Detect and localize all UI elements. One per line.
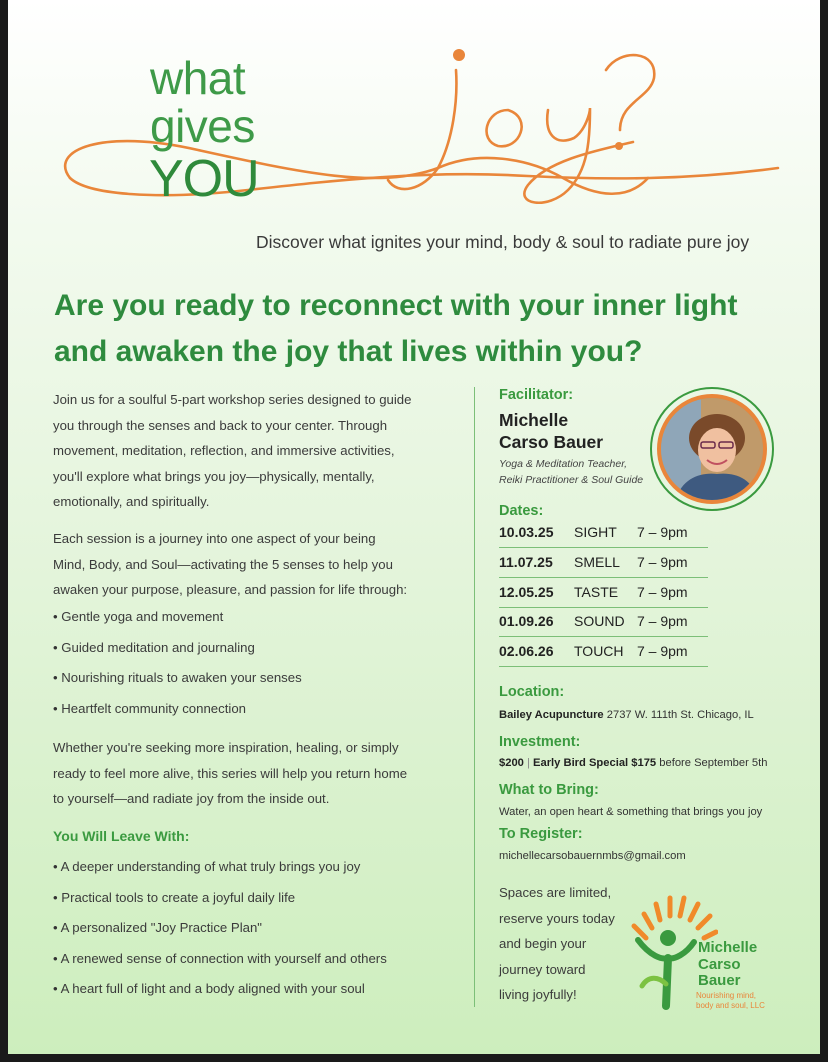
title-what: what: [150, 52, 246, 104]
logo-name-line: Bauer: [698, 972, 741, 989]
portrait-image: [657, 394, 767, 504]
text-line: journey toward: [499, 961, 586, 977]
register-email[interactable]: michellecarsobauernmbs@gmail.com: [499, 850, 686, 862]
text-line: awaken your purpose, pleasure, and passion for life through:: [53, 582, 408, 597]
leave-heading: You Will Leave With:: [53, 828, 190, 844]
logo-tag-line: body and soul, LLC: [696, 1000, 765, 1010]
facilitator-role: [499, 456, 643, 488]
list-item: • Heartfelt community connection: [53, 699, 463, 730]
text-line: Mind, Body, and Soul—activating the 5 senses to help you: [53, 556, 393, 572]
venue-name: Bailey Acupuncture: [499, 709, 604, 721]
session-sense: TASTE: [574, 584, 619, 600]
session-sense: SOUND: [574, 613, 625, 629]
text-line: Each session is a journey into one aspect of your being: [53, 531, 376, 546]
closing-paragraph: [53, 735, 453, 812]
early-bird-price: Early Bird Special $175: [533, 757, 657, 769]
bring-text: Water, an open heart & something that brings you joy: [499, 806, 763, 818]
logo-name-line: Michelle: [698, 939, 758, 956]
dates-label: Dates:: [499, 503, 544, 519]
text-line: you'll explore what brings you joy—physically, mentally,: [53, 468, 375, 484]
logo-tag-line: Nourishing mind,: [696, 991, 757, 1000]
tagline: Discover what ignites your mind, body & soul to radiate pure joy: [256, 232, 750, 252]
investment-text: [499, 757, 767, 769]
date-row: [499, 548, 708, 578]
session-time: 7 – 9pm: [637, 613, 688, 629]
facilitator-photo: [650, 387, 774, 511]
role-line: Reiki Practitioner & Soul Guide: [499, 474, 644, 486]
flyer-page: [8, 0, 820, 1054]
role-line: Yoga & Meditation Teacher,: [499, 458, 628, 470]
facilitator-label: Facilitator:: [499, 387, 574, 403]
list-item: • Nourishing rituals to awaken your senses: [53, 668, 463, 699]
title-gives: gives: [150, 100, 255, 152]
text-line: to yourself—and radiate joy from the inside out.: [53, 791, 330, 806]
location-text: [499, 709, 754, 721]
joy-script-flourish: [8, 0, 820, 240]
date-row: [499, 518, 708, 548]
list-item: • A renewed sense of connection with yourself and others: [53, 949, 463, 980]
session-time: 7 – 9pm: [637, 584, 688, 600]
session-date: 02.06.26: [499, 643, 554, 659]
venue-address: 2737 W. 111th St. Chicago, IL: [606, 709, 754, 721]
spaces-note: [499, 880, 639, 1008]
title-you: YOU: [149, 150, 259, 208]
name-line: Michelle: [499, 410, 569, 430]
logo-tagline: [696, 991, 786, 1010]
list-item: • Gentle yoga and movement: [53, 607, 463, 638]
intro-paragraph: [53, 387, 453, 515]
headline-line: and awaken the joy that lives within you?: [54, 335, 643, 368]
text-line: Spaces are limited,: [499, 885, 612, 900]
text-line: ready to feel more alive, this series will help you return home: [53, 765, 408, 781]
list-item: • A personalized "Joy Practice Plan": [53, 918, 463, 949]
location-label: Location:: [499, 684, 565, 700]
bring-label: What to Bring:: [499, 782, 599, 798]
column-divider: [474, 387, 475, 1007]
text-line: you through the senses and back to your center. Through: [53, 417, 388, 433]
name-line: Carso Bauer: [499, 432, 604, 452]
session-time: 7 – 9pm: [637, 524, 688, 540]
text-line: movement, meditation, reflection, and immersive activities,: [53, 443, 395, 458]
text-line: Whether you're seeking more inspiration, healing, or simply: [53, 740, 399, 755]
date-row: [499, 637, 708, 667]
list-item: • A heart full of light and a body aligned with your soul: [53, 979, 463, 1010]
list-item: • Guided meditation and journaling: [53, 638, 463, 669]
investment-label: Investment:: [499, 734, 581, 750]
session-time: 7 – 9pm: [637, 554, 688, 570]
date-row: [499, 578, 708, 608]
facilitator-name: [499, 409, 603, 453]
session-date: 01.09.26: [499, 613, 554, 629]
list-item: • Practical tools to create a joyful daily life: [53, 888, 463, 919]
text-line: emotionally, and spiritually.: [53, 494, 210, 509]
text-line: reserve yours today: [499, 910, 615, 926]
text-line: and begin your: [499, 936, 587, 951]
session-sense: TOUCH: [574, 643, 624, 659]
headline-line: Are you ready to reconnect with your inner light: [54, 289, 738, 322]
date-row: [499, 607, 708, 637]
price: $200: [499, 757, 524, 769]
session-date: 11.07.25: [499, 554, 553, 570]
logo-name-line: Carso: [698, 955, 741, 973]
price-separator: |: [527, 757, 530, 769]
list-item: • A deeper understanding of what truly brings you joy: [53, 857, 463, 888]
text-line: Join us for a soulful 5-part workshop series designed to guide: [53, 392, 412, 407]
text-line: living joyfully!: [499, 987, 577, 1002]
session-date: 12.05.25: [499, 584, 554, 600]
activities-list: [53, 607, 463, 729]
headline: [54, 283, 814, 375]
session-sense: SIGHT: [574, 524, 617, 540]
early-bird-deadline: before September 5th: [659, 757, 768, 769]
session-paragraph: [53, 526, 453, 603]
session-time: 7 – 9pm: [637, 643, 688, 659]
leave-list: [53, 857, 463, 1010]
session-sense: SMELL: [574, 554, 620, 570]
register-label: To Register:: [499, 826, 583, 842]
logo-name: [698, 940, 757, 990]
session-date: 10.03.25: [499, 524, 554, 540]
